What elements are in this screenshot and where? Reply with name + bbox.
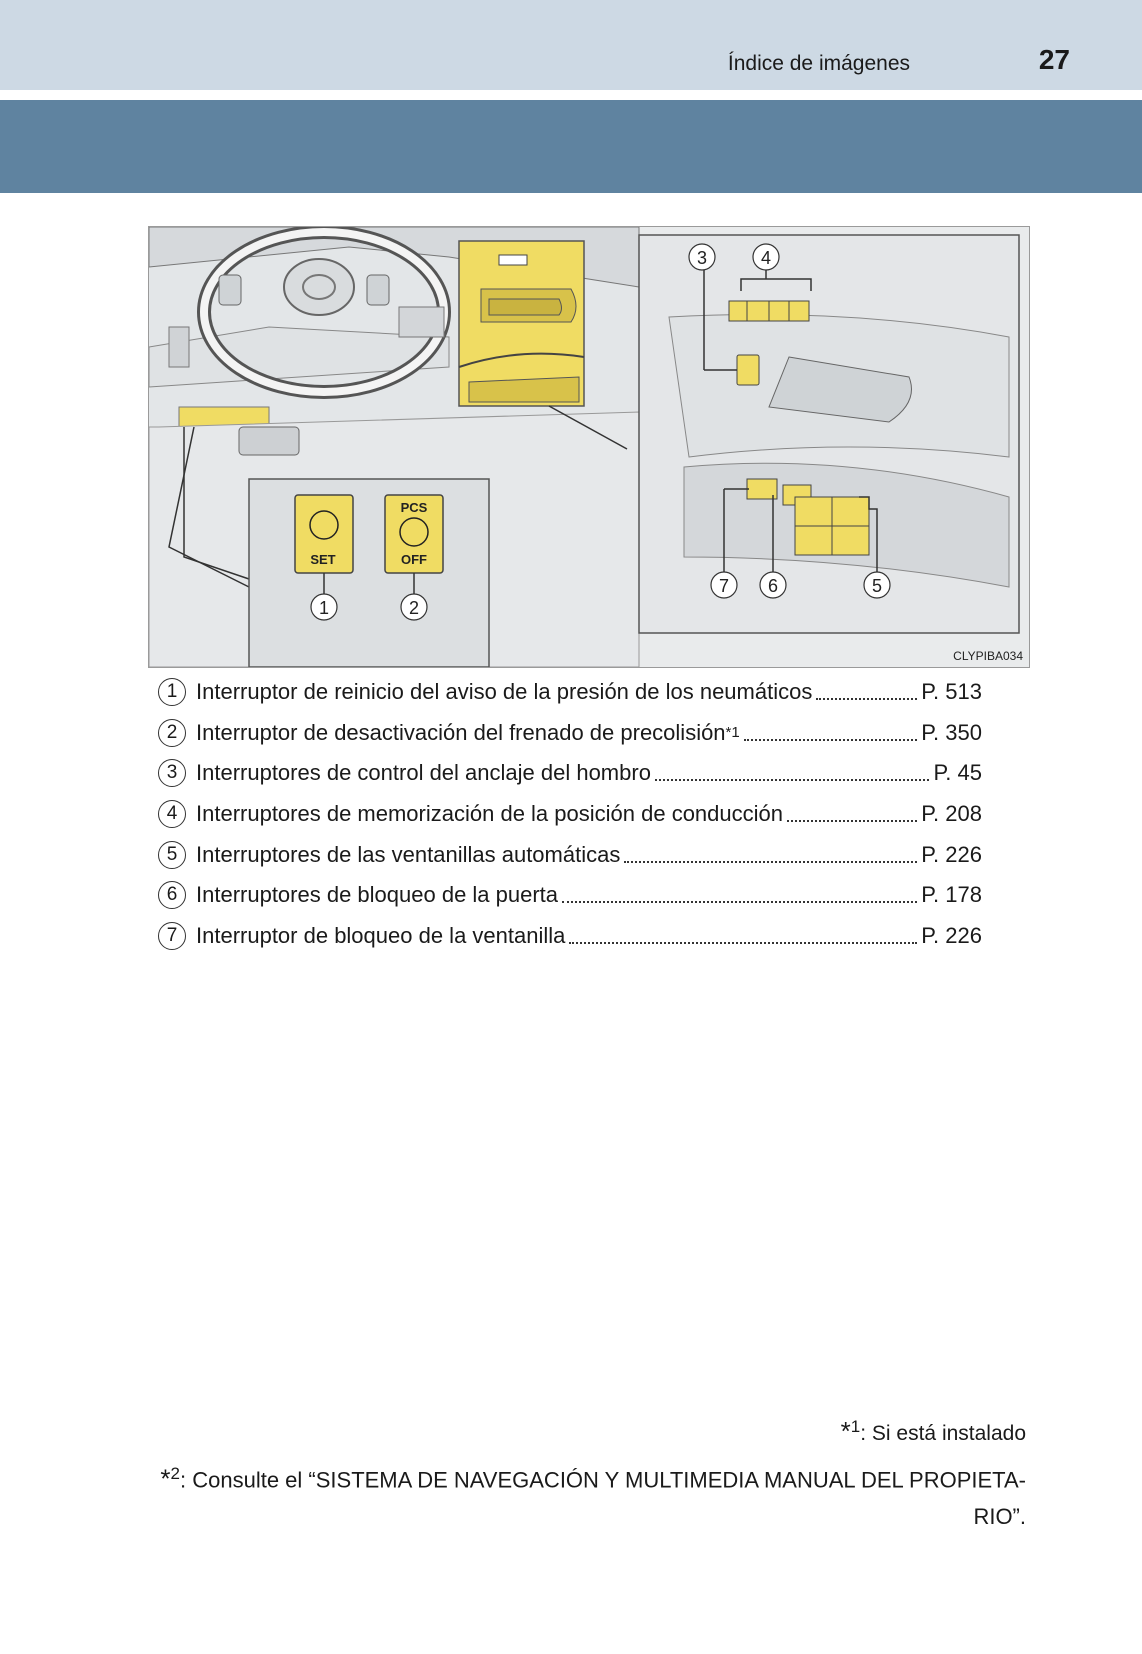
dot-leader <box>624 861 917 863</box>
door-panel-inset <box>639 235 1019 633</box>
list-item <box>158 834 982 875</box>
page-ref[interactable]: P. 226 <box>921 922 982 948</box>
page-ref[interactable]: P. 208 <box>921 801 982 827</box>
item-number: 5 <box>158 841 186 869</box>
svg-text:4: 4 <box>760 248 772 268</box>
dot-leader <box>562 901 917 903</box>
dot-leader <box>655 779 930 781</box>
switch-inset <box>249 479 489 667</box>
item-number: 4 <box>158 800 186 828</box>
list-item <box>158 875 982 916</box>
page-ref[interactable]: P. 45 <box>933 760 982 786</box>
footnote-1: *$^1$: Si está instalado <box>840 1416 1026 1446</box>
page-ref[interactable]: P. 178 <box>921 882 982 908</box>
pcs-label: PCS <box>400 500 428 515</box>
item-number: 1 <box>158 678 186 706</box>
dot-leader <box>787 820 917 822</box>
footnote-2: *$^2$: Consulte el “SISTEMA DE NAVEGACIÓN Y MULTIMEDIA MANUAL DEL PROPIETA-RIO”. <box>160 1463 1026 1530</box>
svg-text:5: 5 <box>871 576 883 596</box>
item-text: Interruptor de desactivación del frenado de precolisión <box>196 719 726 745</box>
svg-text:6: 6 <box>767 576 779 596</box>
set-label: SET <box>310 552 336 567</box>
item-number: 3 <box>158 759 186 787</box>
item-text: Interruptor de bloqueo de la ventanilla <box>196 922 566 948</box>
list-item <box>158 794 982 835</box>
svg-text:1: 1 <box>318 598 330 618</box>
brake-pedal <box>239 427 299 455</box>
item-text: Interruptor de reinicio del aviso de la presión de los neumáticos <box>196 679 813 705</box>
item-text: Interruptores de memorización de la posición de conducción <box>196 801 783 827</box>
dot-leader <box>744 739 917 741</box>
item-list <box>158 672 982 956</box>
page-number: 27 <box>1038 44 1070 75</box>
list-item <box>158 753 982 794</box>
header-blue-band <box>0 100 1142 193</box>
item-number: 2 <box>158 719 186 747</box>
off-label: OFF <box>401 552 427 567</box>
svg-text:2: 2 <box>408 598 420 618</box>
shoulder-anchor-switch <box>737 355 759 385</box>
header-top-band <box>0 0 1142 90</box>
dot-leader <box>569 942 917 944</box>
page-ref[interactable]: P. 513 <box>921 679 982 705</box>
list-item <box>158 916 982 957</box>
list-item <box>158 672 982 713</box>
item-text: Interruptores de control del anclaje del hombro <box>196 760 651 786</box>
steering-wheel-hub <box>284 259 354 315</box>
dashboard-illustration <box>149 227 1029 667</box>
list-item <box>158 713 982 754</box>
item-number: 7 <box>158 922 186 950</box>
svg-text:7: 7 <box>718 576 730 596</box>
item-text: Interruptores de las ventanillas automáticas <box>196 841 621 867</box>
page-ref[interactable]: P. 350 <box>921 719 982 745</box>
dot-leader <box>816 698 917 700</box>
svg-text:3: 3 <box>696 248 708 268</box>
section-title: Índice de imágenes <box>727 52 910 75</box>
header-divider <box>0 90 1142 100</box>
illustration <box>148 226 1030 668</box>
page-ref[interactable]: P. 226 <box>921 841 982 867</box>
footnote-mark: *1 <box>725 724 740 742</box>
item-text: Interruptores de bloqueo de la puerta <box>196 882 559 908</box>
item-number: 6 <box>158 881 186 909</box>
figure-code: CLYPIBA034 <box>953 649 1023 663</box>
